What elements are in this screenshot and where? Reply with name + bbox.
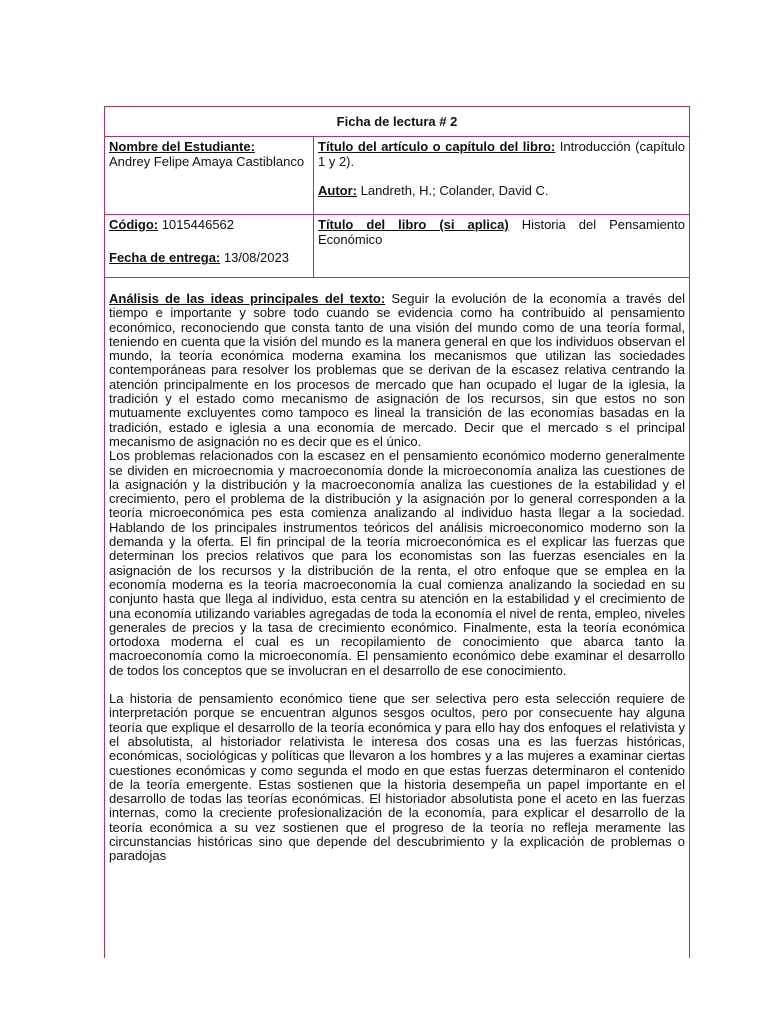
article-value: Introducción (capítulo 1 y 2). <box>318 139 685 169</box>
student-cell <box>105 137 314 215</box>
info-grid <box>105 137 689 278</box>
analysis-section <box>105 278 689 864</box>
date-line <box>109 250 309 265</box>
student-label: Nombre del Estudiante: <box>109 139 255 154</box>
student-name: Andrey Felipe Amaya Castiblanco <box>109 154 305 169</box>
article-label: Título del artículo o capítulo del libro: <box>318 139 556 154</box>
article-line <box>318 139 685 169</box>
article-cell <box>314 137 689 215</box>
date-label: Fecha de entrega: <box>109 250 221 265</box>
sheet-title: Ficha de lectura # 2 <box>105 107 689 137</box>
analysis-label: Análisis de las ideas principales del texto: <box>109 291 386 306</box>
author-value: Landreth, H.; Colander, David C. <box>357 183 549 198</box>
code-value: 1015446562 <box>158 217 235 232</box>
book-label: Título del libro (si aplica) <box>318 217 509 232</box>
book-cell <box>314 215 689 277</box>
book-value: Historia del Pensamiento Económico <box>318 217 685 247</box>
author-label: Autor: <box>318 183 357 198</box>
code-line <box>109 217 309 232</box>
analysis-paragraph-2: Los problemas relacionados con la escasez en el pensamiento económico moderno generalmente se dividen en microecnomia y macroeconomía donde la microeconomía analiza las cuestiones de la asignación y la distribución y la macroeconomía analiza las cuestiones de la estabilidad y el crecimiento, pero el problema de la distribución y la asignación por lo general corresponden a la teoría microeconómica pes esta comienza analizando al individuo hasta llegar a la sociedad. Hablando de los principales instrumentos teóricos del análisis microeconomico moderno son la demanda y la oferta. El fin principal de la teoría microeconómica es el explicar las fuerzas que determinan los precios relativos que para los economistas son las fuerzas esenciales en la asignación de los recursos y la distribución de la renta, el otro enfoque que se emplea en la economía moderna es la teoría macroeconomía la cual comienza analizando la sociedad en su conjunto hasta que llega al individuo, esta centra su atención en la estabilidad y el crecimiento de una economía utilizando variables agregadas de toda la economía el nivel de renta, empleo, niveles generales de precios y la tasa de crecimiento económico. Finalmente, esta la teoría económica ortodoxa moderna el cual es un recopilamiento de conocimiento que abarca tanto la macroeconomía como la microeconomía. El pensamiento económico debe examinar el desarrollo de todos los conceptos que se involucran en el desarrollo de ese conocimiento. <box>109 448 685 678</box>
analysis-paragraph-3: La historia de pensamiento económico tiene que ser selectiva pero esta selección requiere de interpretación porque se encuentran algunos sesgos ocultos, pero por consecuente hay alguna teoría que explique el desarrollo de la teoría económica y para ello hay dos enfoques el relativista y el absolutista, al historiador relativista le interesa dos cosas una es las fuerzas históricas, económicas, sociológicas y políticas que llevaron a los hombres y a las mujeres a examinar ciertas cuestiones económicas y como segunda el modo en que estas fuerzas determinaron el contenido de la teoría emergente. Estas sostienen que la historia desempeña un papel importante en el desarrollo de todas las teorías económicas. El historiador absolutista pone el aceto en las fuerzas internas, como la creciente profesionalización de la economía, para explicar el desarrollo de la teoría económica a su vez sostienen que el progreso de la teoría no refleja meramente las circunstancias históricas sino que depende del descubrimiento y la explicación de problemas o paradojas <box>109 691 685 864</box>
code-label: Código: <box>109 217 159 232</box>
analysis-text-1: Seguir la evolución de la economía a través del tiempo e importante y sobre todo cuando se evidencia como ha contribuido al pensamiento económico, reconociendo que consta tanto de una visión del mundo como de una teoría formal, teniendo en cuenta que la visión del mundo es la manera general en que los individuos observan el mundo, la teoría económica moderna examina los mecanismos que utilizan las sociedades contemporáneas para resolver los problemas que se derivan de la escasez relativa centrando la atención principalmente en los procesos de mercado que han ocupado el lugar de la iglesia, la tradición y el estado como mecanismo de asignación de los recursos, sin que estos no son mutuamente excluyentes como tampoco es lineal la transición de las economías basadas en la tradición, estado e iglesia a una economía de mercado. Decir que el mercado s el principal mecanismo de asignación no es decir que es el único. <box>109 291 685 449</box>
code-date-cell <box>105 215 314 277</box>
reading-sheet <box>104 106 690 958</box>
analysis-paragraph-1 <box>109 292 685 449</box>
author-line <box>318 183 685 198</box>
date-value: 13/08/2023 <box>220 250 289 265</box>
